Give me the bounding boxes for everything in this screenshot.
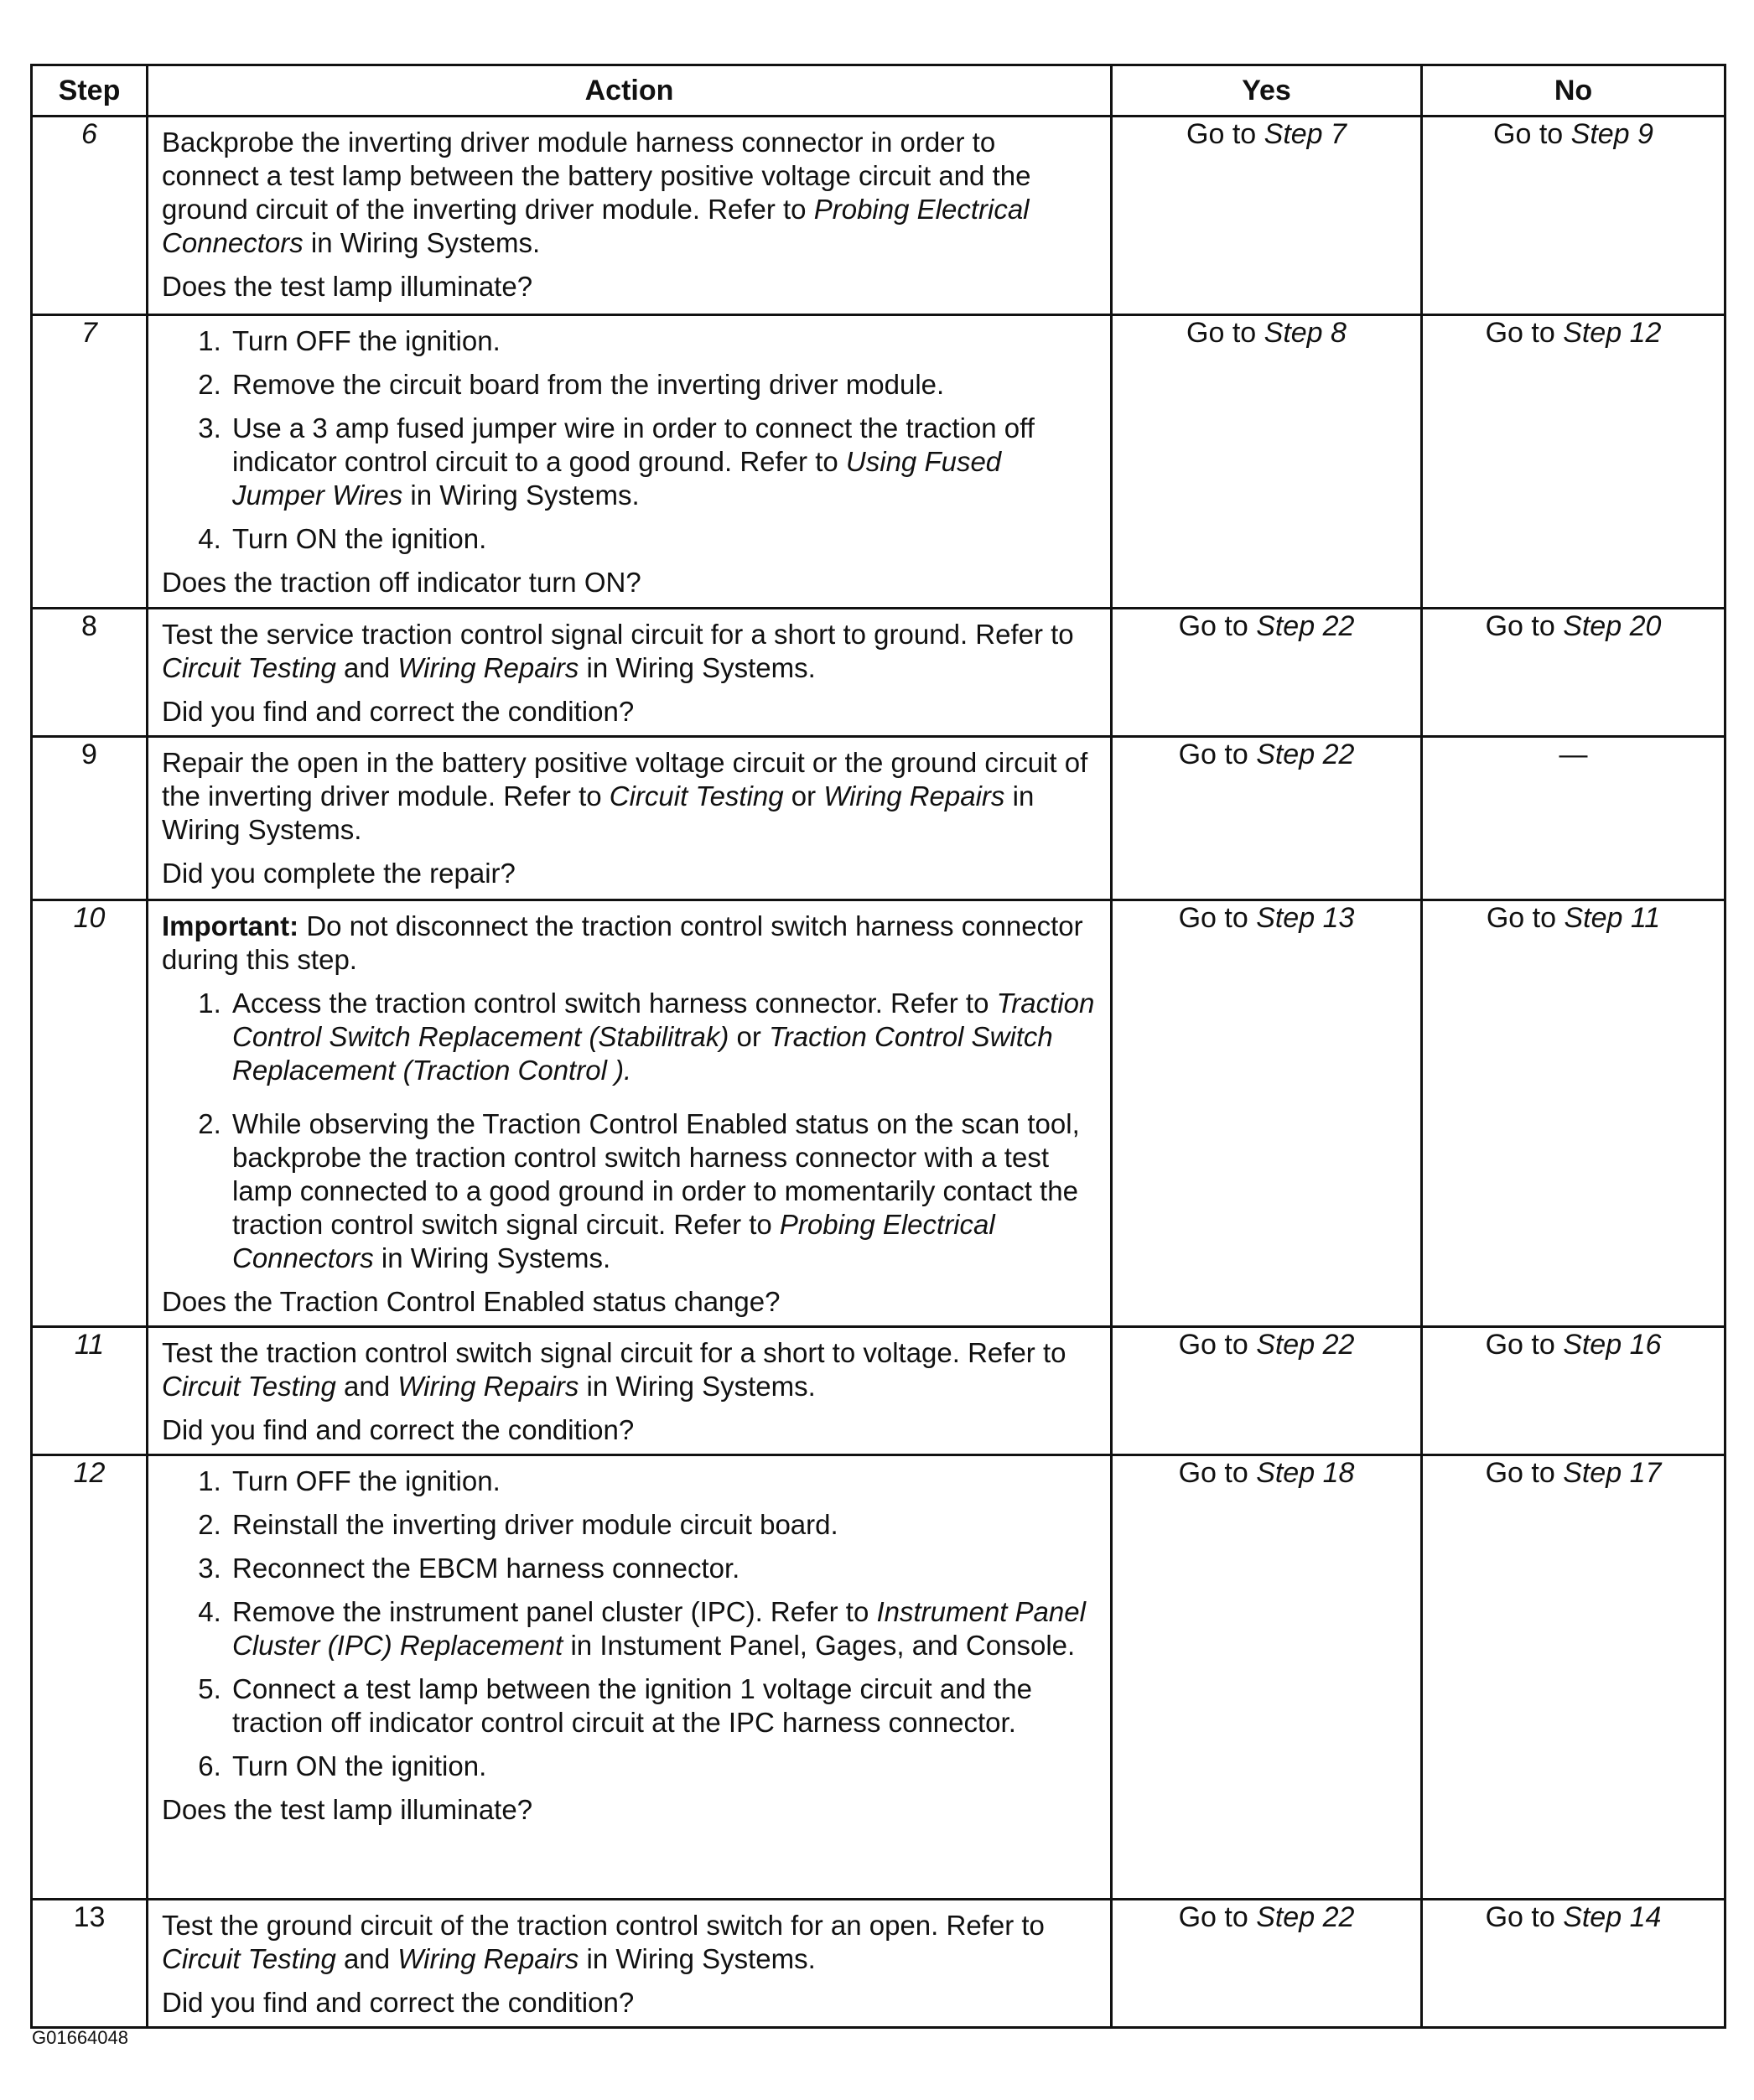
yes-cell: Go to Step 7 xyxy=(1112,117,1422,315)
figure-id: G01664048 xyxy=(32,2027,128,2048)
step-number: 10 xyxy=(32,900,148,1327)
action-cell xyxy=(148,1900,1112,2028)
action-cell xyxy=(148,1327,1112,1455)
action-cell xyxy=(148,1455,1112,1900)
action-question: Did you find and correct the condition? xyxy=(162,1987,635,2018)
table-row xyxy=(32,315,1725,609)
list-item: 2. Remove the circuit board from the inverting driver module. xyxy=(229,368,1098,402)
yes-cell: Go to Step 18 xyxy=(1112,1455,1422,1900)
action-question: Did you find and correct the condition? xyxy=(162,696,635,727)
yes-cell: Go to Step 22 xyxy=(1112,737,1422,900)
no-cell: — xyxy=(1422,737,1725,900)
action-cell xyxy=(148,117,1112,315)
yes-cell: Go to Step 22 xyxy=(1112,1327,1422,1455)
list-item: 6. Turn ON the ignition. xyxy=(229,1750,1098,1783)
action-question: Does the traction off indicator turn ON? xyxy=(162,567,641,598)
step-link[interactable]: Step 14 xyxy=(1563,1901,1662,1933)
step-number: 7 xyxy=(32,315,148,609)
yes-cell: Go to Step 8 xyxy=(1112,315,1422,609)
list-item: 2. While observing the Traction Control Enabled status on the scan tool, backprobe the traction control switch harness connector with a test lamp connected to a good ground in order to momentarily contact the traction control switch signal circuit. Refer to Probing Electrical Connectors in Wiring Systems. xyxy=(229,1107,1098,1275)
table-row xyxy=(32,1900,1725,2028)
table-row xyxy=(32,737,1725,900)
no-cell: Go to Step 9 xyxy=(1422,117,1725,315)
no-cell: Go to Step 20 xyxy=(1422,609,1725,737)
list-item: 3. Use a 3 amp fused jumper wire in order to connect the traction off indicator control circuit to a good ground. Refer to Using Fused Jumper Wires in Wiring Systems. xyxy=(229,412,1098,512)
action-question: Does the Traction Control Enabled status change? xyxy=(162,1286,781,1317)
table-row xyxy=(32,1455,1725,1900)
yes-cell: Go to Step 22 xyxy=(1112,1900,1422,2028)
step-link[interactable]: Step 12 xyxy=(1563,317,1662,349)
yes-cell: Go to Step 22 xyxy=(1112,609,1422,737)
step-number: 11 xyxy=(32,1327,148,1455)
no-cell: Go to Step 16 xyxy=(1422,1327,1725,1455)
step-number: 13 xyxy=(32,1900,148,2028)
step-link[interactable]: Step 22 xyxy=(1256,739,1355,770)
step-link[interactable]: Step 7 xyxy=(1264,118,1347,150)
action-cell xyxy=(148,737,1112,900)
action-text: Backprobe the inverting driver module harness connector in order to connect a test lamp between the battery positive voltage circuit and the ground circuit of the inverting driver module. Refer to Probing Electrical Connectors in Wiring Systems. xyxy=(162,127,1031,258)
list-item: 3. Reconnect the EBCM harness connector. xyxy=(229,1552,1098,1585)
step-link[interactable]: Step 9 xyxy=(1570,118,1653,150)
table-row xyxy=(32,117,1725,315)
step-link[interactable]: Step 13 xyxy=(1256,902,1355,934)
yes-cell: Go to Step 13 xyxy=(1112,900,1422,1327)
step-number: 8 xyxy=(32,609,148,737)
list-item: 1. Access the traction control switch harness connector. Refer to Traction Control Switch Replacement (Stabilitrak) or Traction Control Switch Replacement (Traction Control ). xyxy=(229,987,1098,1087)
step-number: 9 xyxy=(32,737,148,900)
action-cell xyxy=(148,315,1112,609)
list-item: 4. Turn ON the ignition. xyxy=(229,522,1098,556)
list-item: 1. Turn OFF the ignition. xyxy=(229,1465,1098,1498)
step-link[interactable]: Step 18 xyxy=(1256,1457,1355,1489)
header-yes: Yes xyxy=(1112,65,1422,117)
action-steps-list xyxy=(162,324,1098,556)
step-link[interactable]: Step 17 xyxy=(1563,1457,1662,1489)
table-header-row xyxy=(32,65,1725,117)
table-row xyxy=(32,609,1725,737)
diagnostic-procedure-table xyxy=(30,64,1726,2029)
no-cell: Go to Step 12 xyxy=(1422,315,1725,609)
step-number: 6 xyxy=(32,117,148,315)
important-note: Important: Do not disconnect the traction control switch harness connector during this step. xyxy=(162,910,1083,975)
action-cell xyxy=(148,609,1112,737)
header-no: No xyxy=(1422,65,1725,117)
step-link[interactable]: Step 20 xyxy=(1563,610,1662,642)
step-link[interactable]: Step 22 xyxy=(1256,610,1355,642)
list-item: 5. Connect a test lamp between the ignition 1 voltage circuit and the traction off indicator control circuit at the IPC harness connector. xyxy=(229,1672,1098,1740)
action-cell xyxy=(148,900,1112,1327)
action-text: Repair the open in the battery positive voltage circuit or the ground circuit of the inverting driver module. Refer to Circuit Testing or Wiring Repairs in Wiring Systems. xyxy=(162,747,1088,845)
action-question: Does the test lamp illuminate? xyxy=(162,1794,533,1825)
list-item: 2. Reinstall the inverting driver module circuit board. xyxy=(229,1508,1098,1542)
action-text: Test the service traction control signal circuit for a short to ground. Refer to Circuit Testing and Wiring Repairs in Wiring Systems. xyxy=(162,619,1074,683)
no-cell: Go to Step 14 xyxy=(1422,1900,1725,2028)
list-item: 4. Remove the instrument panel cluster (IPC). Refer to Instrument Panel Cluster (IPC) Replacement in Instument Panel, Gages, and Console. xyxy=(229,1595,1098,1662)
list-item: 1. Turn OFF the ignition. xyxy=(229,324,1098,358)
action-text: Test the ground circuit of the traction control switch for an open. Refer to Circuit Testing and Wiring Repairs in Wiring Systems. xyxy=(162,1910,1045,1974)
step-link[interactable]: Step 22 xyxy=(1256,1901,1355,1933)
step-link[interactable]: Step 16 xyxy=(1563,1329,1662,1361)
table-row xyxy=(32,1327,1725,1455)
step-link[interactable]: Step 22 xyxy=(1256,1329,1355,1361)
step-number: 12 xyxy=(32,1455,148,1900)
step-link[interactable]: Step 8 xyxy=(1264,317,1347,349)
action-steps-list xyxy=(162,987,1098,1275)
table-row xyxy=(32,900,1725,1327)
step-link[interactable]: Step 11 xyxy=(1564,902,1661,934)
action-text: Test the traction control switch signal circuit for a short to voltage. Refer to Circuit Testing and Wiring Repairs in Wiring Systems. xyxy=(162,1337,1066,1402)
action-question: Did you complete the repair? xyxy=(162,858,516,889)
no-cell: Go to Step 17 xyxy=(1422,1455,1725,1900)
header-step: Step xyxy=(32,65,148,117)
header-action: Action xyxy=(148,65,1112,117)
action-question: Did you find and correct the condition? xyxy=(162,1414,635,1445)
no-cell: Go to Step 11 xyxy=(1422,900,1725,1327)
action-question: Does the test lamp illuminate? xyxy=(162,271,533,302)
action-steps-list xyxy=(162,1465,1098,1783)
